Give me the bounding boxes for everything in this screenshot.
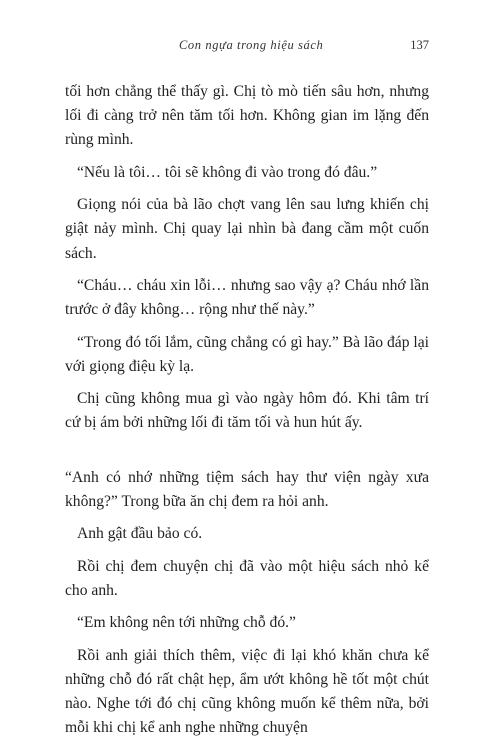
page-number: 137	[410, 38, 429, 52]
paragraph: Anh gật đầu bảo có.	[77, 525, 203, 543]
paragraph: tối hơn chẳng thể thấy gì. Chị tò mò tiến sâu hơn, nhưng lối đi càng trở nên tăm tối hơn. Không gian im lặng đến rùng mình.	[65, 83, 429, 149]
paragraph: “Cháu… cháu xin lỗi… nhưng sao vậy ạ? Cháu nhớ lần trước ở đây không… rộng như thế này.”	[65, 276, 429, 319]
paragraph: Giọng nói của bà lão chợt vang lên sau lưng khiến chị giật nảy mình. Chị quay lại nhìn bà đang cầm một cuốn sách.	[65, 196, 429, 262]
running-header	[64, 38, 429, 58]
paragraph: Rồi chị đem chuyện chị đã vào một hiệu sách nhỏ kể cho anh.	[65, 557, 429, 599]
paragraph: “Nếu là tôi… tôi sẽ không đi vào trong đó đâu.”	[77, 163, 378, 181]
paragraph: “Em không nên tới những chỗ đó.”	[77, 614, 296, 632]
section-start-paragraph: “Anh có nhớ những tiệm sách hay thư viện ngày xưa không?” Trong bữa ăn chị đem ra hỏi anh.	[65, 468, 429, 510]
paragraph: Rồi anh giải thích thêm, việc đi lại khó khăn chưa kể những chỗ đó rất chật hẹp, ẩm ướt không hề tốt một chút nào. Nghe tới đó chị cũng không muốn kể thêm nữa, bởi mỗi khi chị kể anh nghe những chuyện	[65, 646, 429, 737]
paragraph: “Trong đó tối lắm, cũng chẳng có gì hay.” Bà lão đáp lại với giọng điệu kỳ lạ.	[65, 333, 429, 375]
paragraph: Chị cũng không mua gì vào ngày hôm đó. Khi tâm trí cứ bị ám bởi những lối đi tăm tối và hun hút ấy.	[65, 390, 429, 432]
body-text	[65, 80, 429, 749]
running-title: Con ngựa trong hiệu sách	[179, 38, 324, 52]
